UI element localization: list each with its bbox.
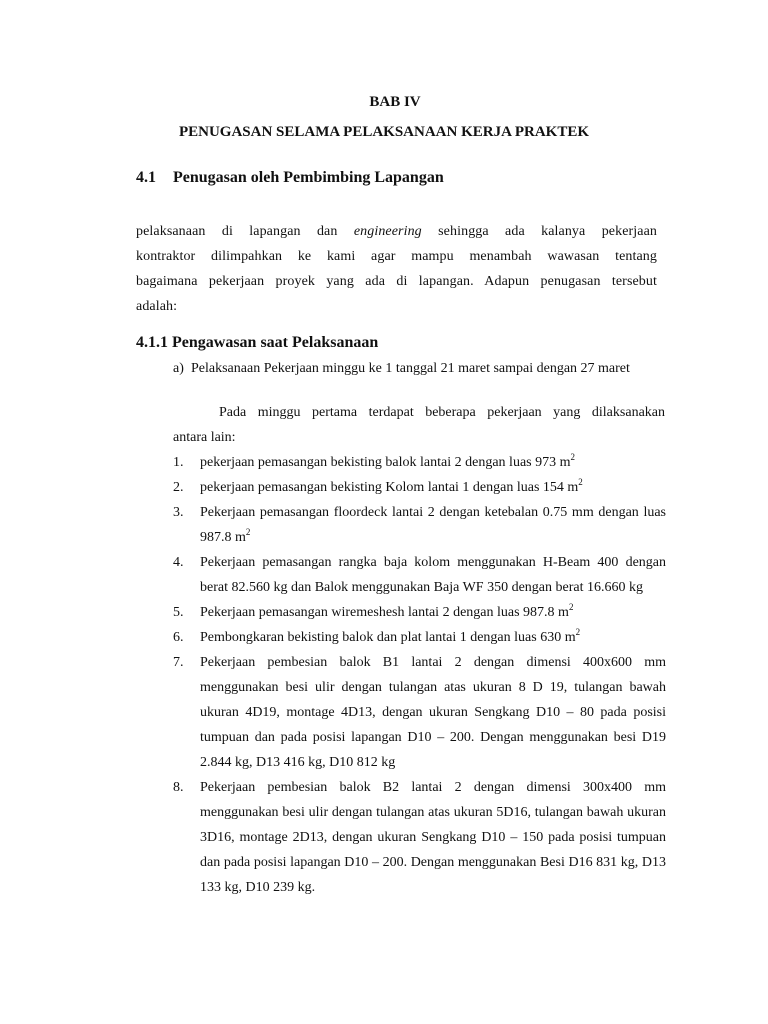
list-number: 1. (173, 455, 184, 470)
sub-item-text: Pelaksanaan Pekerjaan minggu ke 1 tanggal 21 maret sampai dengan 27 maret (191, 361, 630, 376)
superscript: 2 (578, 477, 583, 487)
list-number: 3. (173, 505, 184, 520)
chapter-title: PENUGASAN SELAMA PELAKSANAAN KERJA PRAKTEK (178, 124, 590, 140)
section-title: Penugasan oleh Pembimbing Lapangan (173, 169, 444, 186)
paragraph-text: pelaksanaan di lapangan dan (136, 224, 354, 239)
list-text: Pekerjaan pembesian balok B2 lantai 2 dengan dimensi 300x400 mm menggunakan besi ulir dengan tulangan atas ukuran 5D16, tulangan bawah ukuran 3D16, montage 2D13, dengan ukuran Sengkang D10 – 150 pada posisi tumpuan dan pada posisi lapangan D10 – 200. Dengan menggunakan Besi D16 831 kg, D13 133 kg, D10 239 kg. (200, 780, 666, 895)
paragraph-line-1 (136, 219, 657, 244)
list-number: 7. (173, 655, 184, 670)
list-item (173, 450, 666, 475)
list-text: Pekerjaan pemasangan floordeck lantai 2 dengan ketebalan 0.75 mm dengan luas 987.8 m (200, 505, 666, 545)
list-text: Pembongkaran bekisting balok dan plat lantai 1 dengan luas 630 m (200, 630, 576, 645)
list-item (173, 500, 666, 550)
list-number: 5. (173, 605, 184, 620)
list-text: Pekerjaan pemasangan rangka baja kolom menggunakan H-Beam 400 dengan berat 82.560 kg dan Balok menggunakan Baja WF 350 dengan berat 16.660 kg (200, 555, 666, 595)
list-text: pekerjaan pemasangan bekisting Kolom lantai 1 dengan luas 154 m (200, 480, 579, 495)
list-item (173, 600, 666, 625)
list-number: 4. (173, 555, 184, 570)
superscript: 2 (570, 452, 576, 462)
list-item (173, 475, 666, 500)
intro-paragraph (173, 400, 665, 450)
superscript: 2 (575, 627, 581, 637)
chapter-heading: BAB IV (369, 94, 421, 110)
section-number: 4.1 (136, 169, 156, 186)
list-item (173, 775, 666, 900)
emphasis-text: engineering (353, 224, 422, 239)
list-item (173, 650, 666, 775)
paragraph-text: sehingga ada kalanya pekerjaan (421, 224, 657, 239)
work-list (173, 450, 666, 900)
body-paragraph (136, 219, 657, 319)
superscript: 2 (245, 527, 251, 537)
sub-item-label: a) (173, 361, 184, 376)
intro-line-2: antara lain: (173, 430, 236, 445)
list-item (173, 625, 666, 650)
list-text: Pekerjaan pemasangan wiremeshesh lantai 2 dengan luas 987.8 m (200, 605, 569, 620)
sub-item-a (173, 360, 666, 378)
list-text: pekerjaan pemasangan bekisting balok lantai 2 dengan luas 973 m (200, 455, 571, 470)
paragraph-line-2: kontraktor dilimpahkan ke kami agar mampu menambah wawasan tentang (136, 249, 657, 264)
subsection-heading: 4.1.1 Pengawasan saat Pelaksanaan (136, 334, 379, 351)
list-number: 6. (173, 630, 184, 645)
paragraph-line-4: adalah: (136, 299, 178, 314)
superscript: 2 (568, 602, 574, 612)
list-item (173, 550, 666, 600)
intro-line-1: Pada minggu pertama terdapat beberapa pekerjaan yang dilaksanakan (219, 405, 665, 420)
list-number: 2. (173, 480, 184, 495)
section-heading (136, 169, 444, 187)
list-number: 8. (173, 780, 184, 795)
paragraph-line-3: bagaimana pekerjaan proyek yang ada di lapangan. Adapun penugasan tersebut (136, 274, 657, 289)
list-text: Pekerjaan pembesian balok B1 lantai 2 dengan dimensi 400x600 mm menggunakan besi ulir dengan tulangan atas ukuran 8 D 19, tulangan bawah ukuran 4D19, montage 4D13, dengan ukuran Sengkang D10 – 80 pada posisi tumpuan dan pada posisi lapangan D10 – 200. Dengan menggunakan besi D19 2.844 kg, D13 416 kg, D10 812 kg (200, 655, 666, 770)
